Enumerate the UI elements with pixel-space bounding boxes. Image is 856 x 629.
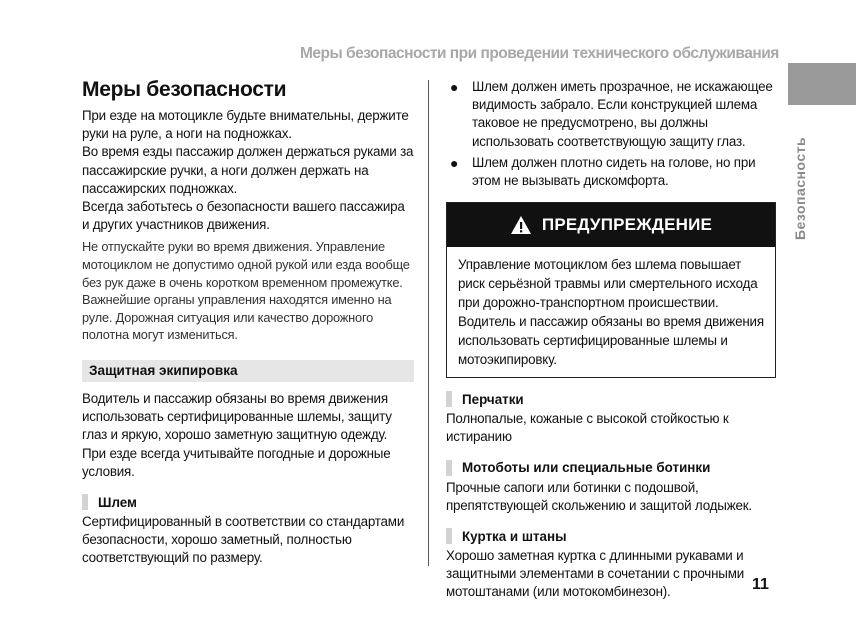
note-paragraph: Не отпускайте руки во время движения. Управление мотоциклом не допустимо одной рукой или езда вообще без рук даже в очень коротком временном промежутке. Важнейшие органы управления находятся именно на руле. Дорожная ситуация или качество дорожного полотна могут измениться. xyxy=(82,239,410,343)
section-side-tab xyxy=(788,63,856,105)
gloves-paragraph: Полнопалые, кожаные с высокой стойкостью к истиранию xyxy=(446,411,729,445)
warning-text: Управление мотоциклом без шлема повышает риск серьёзной травмы или смертельного исхода при дорожно-транспортном происшествии. Водитель и пассажир обязаны во время движения использовать сертифицированные шлемы и мотоэкипировку. xyxy=(458,257,764,368)
section-title-protective-gear: Защитная экипировка xyxy=(82,360,414,382)
subheading-marker xyxy=(82,494,88,510)
subheading-label: Шлем xyxy=(98,494,137,510)
subheading-marker xyxy=(446,528,452,544)
right-column xyxy=(446,78,776,602)
left-column xyxy=(82,78,414,568)
subheading-label: Перчатки xyxy=(462,391,524,407)
section-side-label: Безопасность xyxy=(792,136,808,240)
subheading-label: Мотоботы или специальные ботинки xyxy=(462,460,711,476)
subheading-marker xyxy=(446,460,452,476)
bullet-dot-icon: ● xyxy=(450,154,459,171)
helmet-bullets xyxy=(446,78,776,190)
list-item-text: Шлем должен иметь прозрачное, не искажающее видимость забрало. Если конструкцией шлема таковое не предусмотрено, вы должны использовать соответствующую защиту глаз. xyxy=(472,79,773,149)
boots-paragraph: Прочные сапоги или ботинки с подошвой, препятствующей скольжению и защитой лодыжек. xyxy=(446,479,752,513)
warning-header xyxy=(447,203,775,247)
page-header-title: Меры безопасности при проведении технического обслуживания xyxy=(300,45,779,62)
intro-paragraph-3: Всегда заботьтесь о безопасности вашего пассажира и других участников движения. xyxy=(82,199,405,233)
jacket-paragraph: Хорошо заметная куртка с длинными рукавами и защитными элементами в сочетании с прочными мотоштанами (или мотокомбинезон). xyxy=(446,548,744,600)
warning-title: ПРЕДУПРЕЖДЕНИЕ xyxy=(541,215,713,235)
column-divider xyxy=(428,80,429,566)
list-item xyxy=(446,78,776,151)
subheading-marker xyxy=(446,391,452,407)
intro-paragraph-2: Во время езды пассажир должен держаться руками за пассажирские ручки, а ноги должен держать на пассажирских подножках. xyxy=(82,144,414,196)
warning-box xyxy=(446,202,776,378)
subheading-boots xyxy=(446,459,776,477)
subheading-label: Куртка и штаны xyxy=(462,528,567,544)
subheading-gloves xyxy=(446,390,776,408)
section-paragraph: Водитель и пассажир обязаны во время движения использовать сертифицированные шлемы, защиту глаз и яркую, хорошо заметную защитную одежду. При езде всегда учитывайте погодные и дорожные условия. xyxy=(82,390,392,479)
page-number: 11 xyxy=(752,576,769,593)
warning-triangle-icon xyxy=(510,215,532,235)
list-item-text: Шлем должен плотно сидеть на голове, но при этом не вызывать дискомфорта. xyxy=(472,154,756,189)
subheading-helmet xyxy=(82,493,414,511)
list-item xyxy=(446,154,776,190)
helmet-paragraph: Сертифицированный в соответствии со стандартами безопасности, хорошо заметный, полностью соответствующий по размеру. xyxy=(82,514,405,566)
page-heading: Меры безопасности xyxy=(82,78,287,101)
subheading-jacket xyxy=(446,527,776,545)
bullet-dot-icon: ● xyxy=(450,79,459,95)
intro-paragraph-1: При езде на мотоцикле будьте внимательны, держите руки на руле, а ноги на подножках. xyxy=(82,108,409,142)
